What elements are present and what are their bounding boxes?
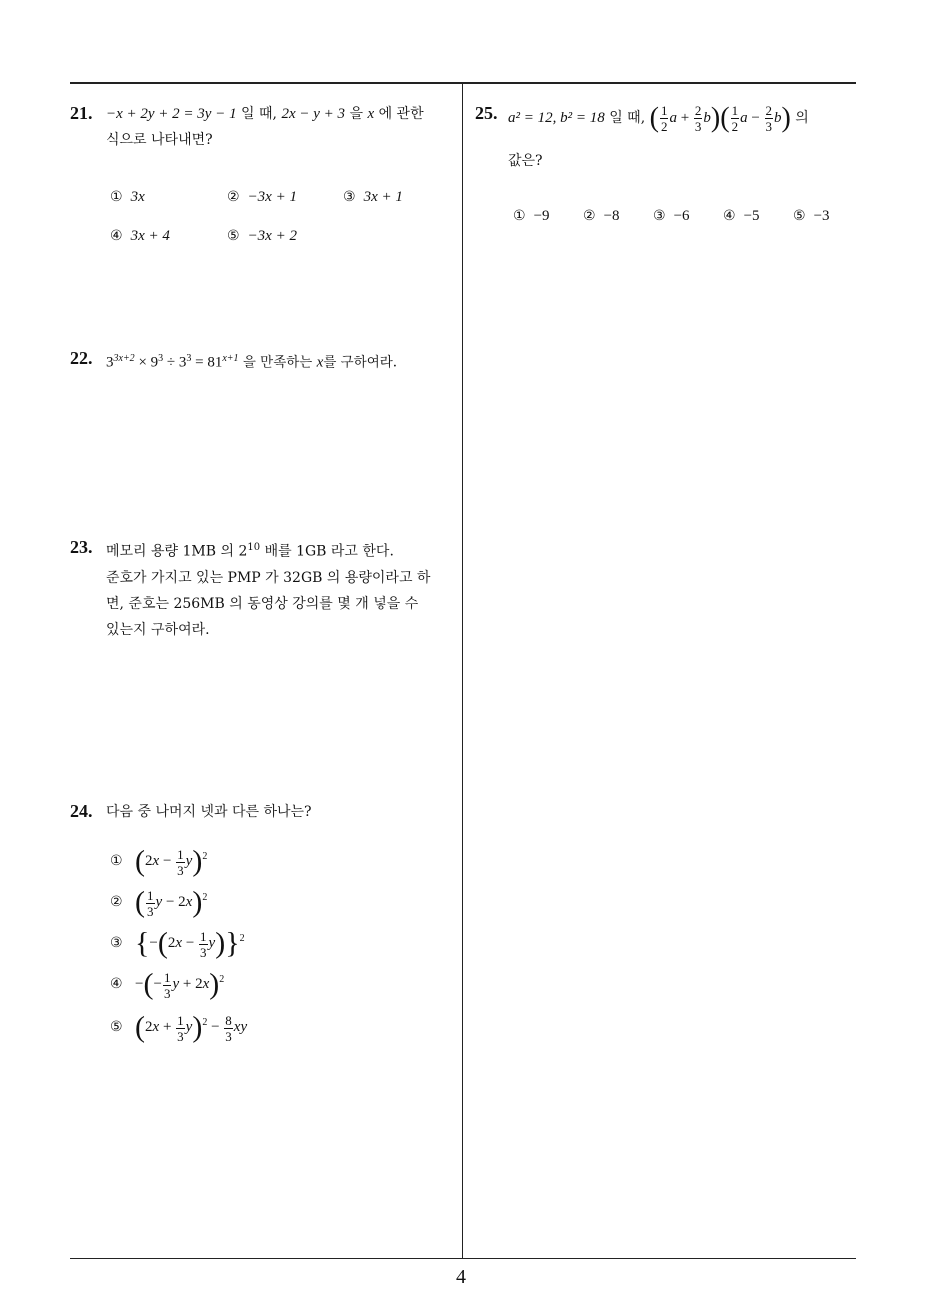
q24-choice-1[interactable] xyxy=(110,847,207,877)
q22-exp1: 3x+2 xyxy=(113,353,135,364)
q23-exp: 10 xyxy=(247,542,261,553)
q22-exp3: 3 xyxy=(186,353,192,364)
q21-stem xyxy=(106,101,456,153)
choice-text: 3x xyxy=(130,189,145,205)
q23-line3: 면, 준호는 256MB 의 동영상 강의를 몇 개 넣을 수 xyxy=(106,595,419,612)
q21-word2: 을 xyxy=(345,106,368,122)
q21-word3: 에 관한 xyxy=(374,106,424,122)
q21-choice-1[interactable] xyxy=(110,187,145,207)
choice-mark: ⑤ xyxy=(227,228,240,244)
q25-word: 일 때, xyxy=(604,109,650,126)
q25-choice-4[interactable] xyxy=(723,206,760,226)
q25-stem xyxy=(508,104,809,133)
choice-mark: ① xyxy=(110,189,123,205)
q24-expr-5: (2x + $\frac{1}{3}$ y)$^2$ − $\frac{8}{3}$ xy xyxy=(135,1011,248,1044)
choice-mark: ④ xyxy=(110,228,123,244)
choice-text: −9 xyxy=(533,208,550,224)
choice-mark: ③ xyxy=(653,208,666,224)
choice-mark: ① xyxy=(513,208,526,224)
bottom-rule xyxy=(70,1258,856,1259)
choice-mark: ② xyxy=(110,894,123,911)
choice-text: 3x + 4 xyxy=(130,228,170,244)
q24-choice-3[interactable] xyxy=(110,929,245,959)
q24-choice-5[interactable] xyxy=(110,1013,247,1043)
q25-choice-5[interactable] xyxy=(793,206,830,226)
q21-number: 21. xyxy=(70,103,93,123)
q24-prompt: 다음 중 나머지 넷과 다른 하나는? xyxy=(106,804,312,820)
top-rule xyxy=(70,82,856,84)
choice-text: −8 xyxy=(603,208,620,224)
choice-text: 3x + 1 xyxy=(363,189,403,205)
q21-choice-5[interactable] xyxy=(227,226,297,246)
q22-stem xyxy=(106,346,458,376)
q21-choice-2[interactable] xyxy=(227,187,297,207)
q25-condition: a² = 12, b² = 18 xyxy=(508,109,605,126)
q24-choice-2[interactable] xyxy=(110,888,207,918)
choice-mark: ② xyxy=(227,189,240,205)
q22-tail-a: 을 만족하는 xyxy=(238,354,317,371)
q22-tail-b: 를 구하여라. xyxy=(323,354,398,371)
q21-choice-3[interactable] xyxy=(343,187,403,207)
column-divider xyxy=(462,82,463,1259)
q24-expr-1: (2x − $\frac{1}{3}$ y)$^2$ xyxy=(135,845,208,878)
choice-mark: ④ xyxy=(723,208,736,224)
q25-expr: ( $\frac{1}{2}$ a + $\frac{2}{3}$ b)( $\frac{1}{2}$ a − $\frac{2}{3}$ b) xyxy=(649,102,791,134)
q23-line1-b: 배를 1GB 라고 한다. xyxy=(260,543,394,560)
choice-mark: ② xyxy=(583,208,596,224)
q24-number: 24. xyxy=(70,801,93,821)
q24-expr-2: ( $\frac{1}{3}$ y − 2x)$^2$ xyxy=(135,886,208,919)
choice-mark: ③ xyxy=(343,189,356,205)
q22-exp4: x+1 xyxy=(222,353,239,364)
q25-choice-1[interactable] xyxy=(513,206,550,226)
q21-eq1: −x + 2y + 2 = 3y − 1 xyxy=(106,106,237,122)
q21-var: x xyxy=(367,106,375,122)
q23-line4: 있는지 구하여라. xyxy=(106,621,210,638)
choice-text: −3x + 2 xyxy=(247,228,297,244)
choice-mark: ⑤ xyxy=(110,1019,123,1036)
q23-number: 23. xyxy=(70,537,93,557)
q22-eq: = 81 xyxy=(191,354,223,371)
q23-line1-a: 메모리 용량 1MB 의 2 xyxy=(106,543,248,560)
q22-exp2: 3 xyxy=(158,353,164,364)
q22-number: 22. xyxy=(70,348,93,368)
q22-div: ÷ 3 xyxy=(163,354,187,371)
choice-text: −3x + 1 xyxy=(247,189,297,205)
q24-choice-4[interactable] xyxy=(110,970,224,1000)
q25-line2: 값은? xyxy=(508,153,543,169)
q21-line2: 식으로 나타내면? xyxy=(106,132,213,148)
q24-expr-3: {−(2x − $\frac{1}{3}$ y)}$^2$ xyxy=(135,927,245,960)
choice-text: −3 xyxy=(813,208,830,224)
page-number: 4 xyxy=(456,1266,466,1288)
q21-choice-4[interactable] xyxy=(110,226,170,246)
q25-number: 25. xyxy=(475,103,498,123)
q24-expr-4: −(− $\frac{1}{3}$ y + 2x)$^2$ xyxy=(135,968,225,1001)
q21-word1: 일 때, xyxy=(236,106,282,122)
q21-expr: 2x − y + 3 xyxy=(281,106,346,122)
choice-mark: ⑤ xyxy=(793,208,806,224)
q25-choice-3[interactable] xyxy=(653,206,690,226)
q23-stem xyxy=(106,535,458,643)
q25-choice-2[interactable] xyxy=(583,206,620,226)
choice-mark: ③ xyxy=(110,935,123,952)
q23-line2: 준호가 가지고 있는 PMP 가 32GB 의 용량이라고 하 xyxy=(106,569,431,586)
choice-text: −6 xyxy=(673,208,690,224)
q22-times: × 9 xyxy=(134,354,159,371)
q22-base: 3 xyxy=(106,354,114,371)
choice-mark: ④ xyxy=(110,976,123,993)
q25-tail: 의 xyxy=(790,109,809,126)
q22-var: x xyxy=(316,354,324,371)
choice-mark: ① xyxy=(110,853,123,870)
choice-text: −5 xyxy=(743,208,760,224)
